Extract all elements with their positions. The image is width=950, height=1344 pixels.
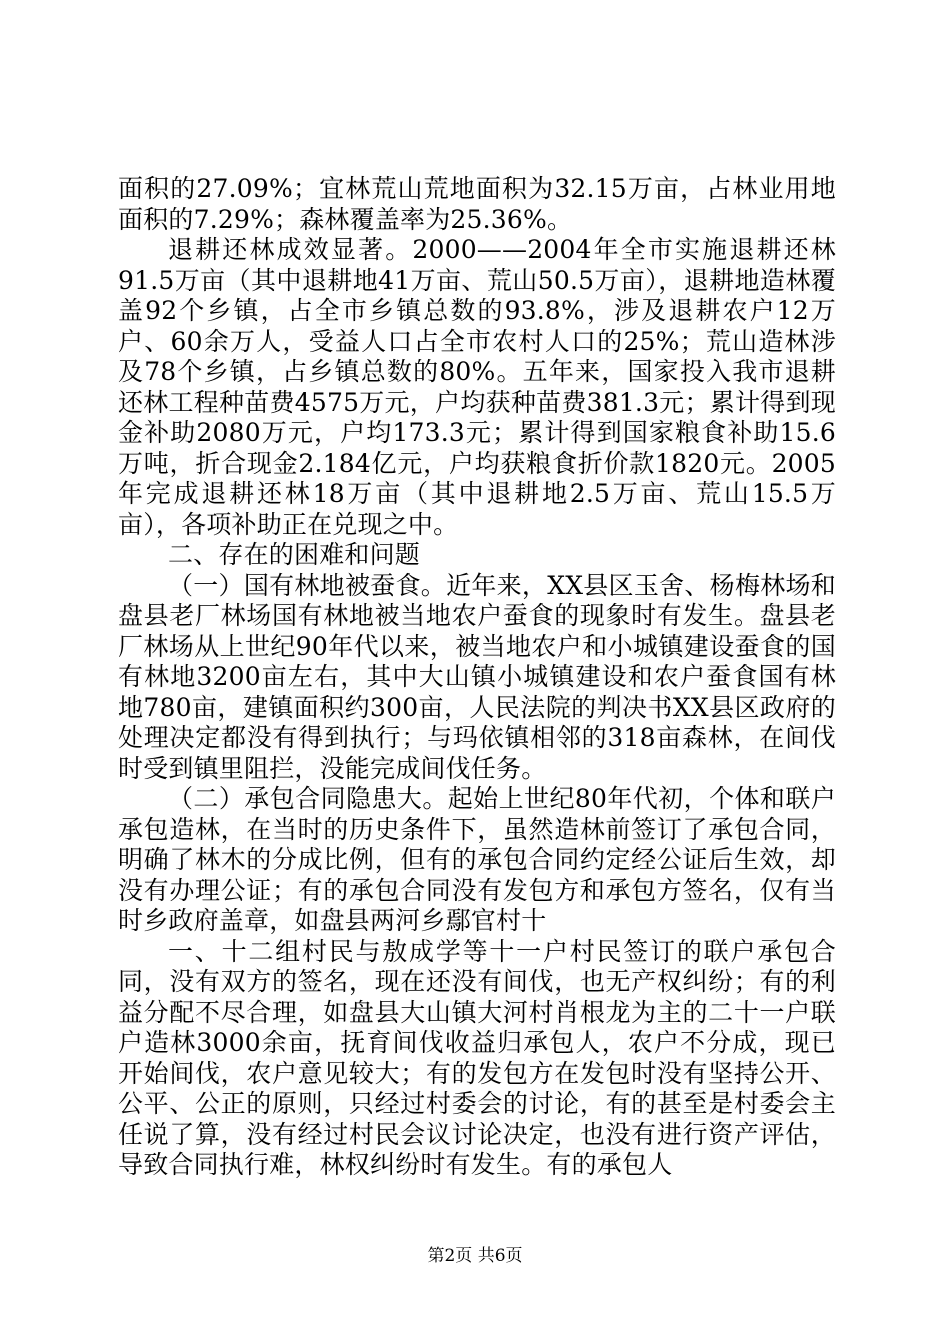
paragraph-5: 一、十二组村民与敖成学等十一户村民签订的联户承包合同，没有双方的签名，现在还没有间伐，也无产权纠纷；有的利益分配不尽合理，如盘县大山镇大河村肖根龙为主的二十一户联户造林3000余亩，抚育间伐收益归承包人，农户不分成，现已开始间伐，农户意见较大；有的发包方在发包时没有坚持公开、公平、公正的原则，只经过村委会的讨论，有的甚至是村委会主任说了算，没有经过村民会议讨论决定，也没有进行资产评估，导致合同执行难，林权纠纷时有发生。有的承包人 [118,936,836,1179]
document-body [118,174,836,1181]
page-number: 第2页 共6页 [427,1246,523,1266]
paragraph-1: 面积的27.09%；宜林荒山荒地面积为32.15万亩，占林业用地面积的7.29%；森林覆盖率为25.36%。 [118,174,836,234]
page-footer [0,1245,950,1267]
paragraph-4: （二）承包合同隐患大。起始上世纪80年代初，个体和联户承包造林，在当时的历史条件下，虽然造林前签订了承包合同，明确了林木的分成比例，但有的承包合同约定经公证后生效，却没有办理公证；有的承包合同没有发包方和承包方签名，仅有当时乡政府盖章，如盘县两河乡鄢官村十 [118,784,836,935]
paragraph-3: （一）国有林地被蚕食。近年来，XX县区玉舍、杨梅林场和盘县老厂林场国有林地被当地农户蚕食的现象时有发生。盘县老厂林场从上世纪90年代以来，被当地农户和小城镇建设蚕食的国有林地3200亩左右，其中大山镇小城镇建设和农户蚕食国有林地780亩，建镇面积约300亩，人民法院的判决书XX县区政府的处理决定都没有得到执行；与玛依镇相邻的318亩森林，在间伐时受到镇里阻拦，没能完成间伐任务。 [118,570,836,783]
section-heading: 二、存在的困难和问题 [168,540,421,569]
paragraph-2: 退耕还林成效显著。2000——2004年全市实施退耕还林91.5万亩（其中退耕地41万亩、荒山50.5万亩），退耕地造林覆盖92个乡镇，占全市乡镇总数的93.8%，涉及退耕农户12万户、60余万人，受益人口占全市农村人口的25%；荒山造林涉及78个乡镇，占乡镇总数的80%。五年来，国家投入我市退耕还林工程种苗费4575万元，户均获种苗费381.3元；累计得到现金补助2080万元，户均173.3元；累计得到国家粮食补助15.6万吨，折合现金2.184亿元，户均获粮食折价款1820元。2005年完成退耕还林18万亩（其中退耕地2.5万亩、荒山15.5万亩），各项补助正在兑现之中。 [118,235,836,539]
